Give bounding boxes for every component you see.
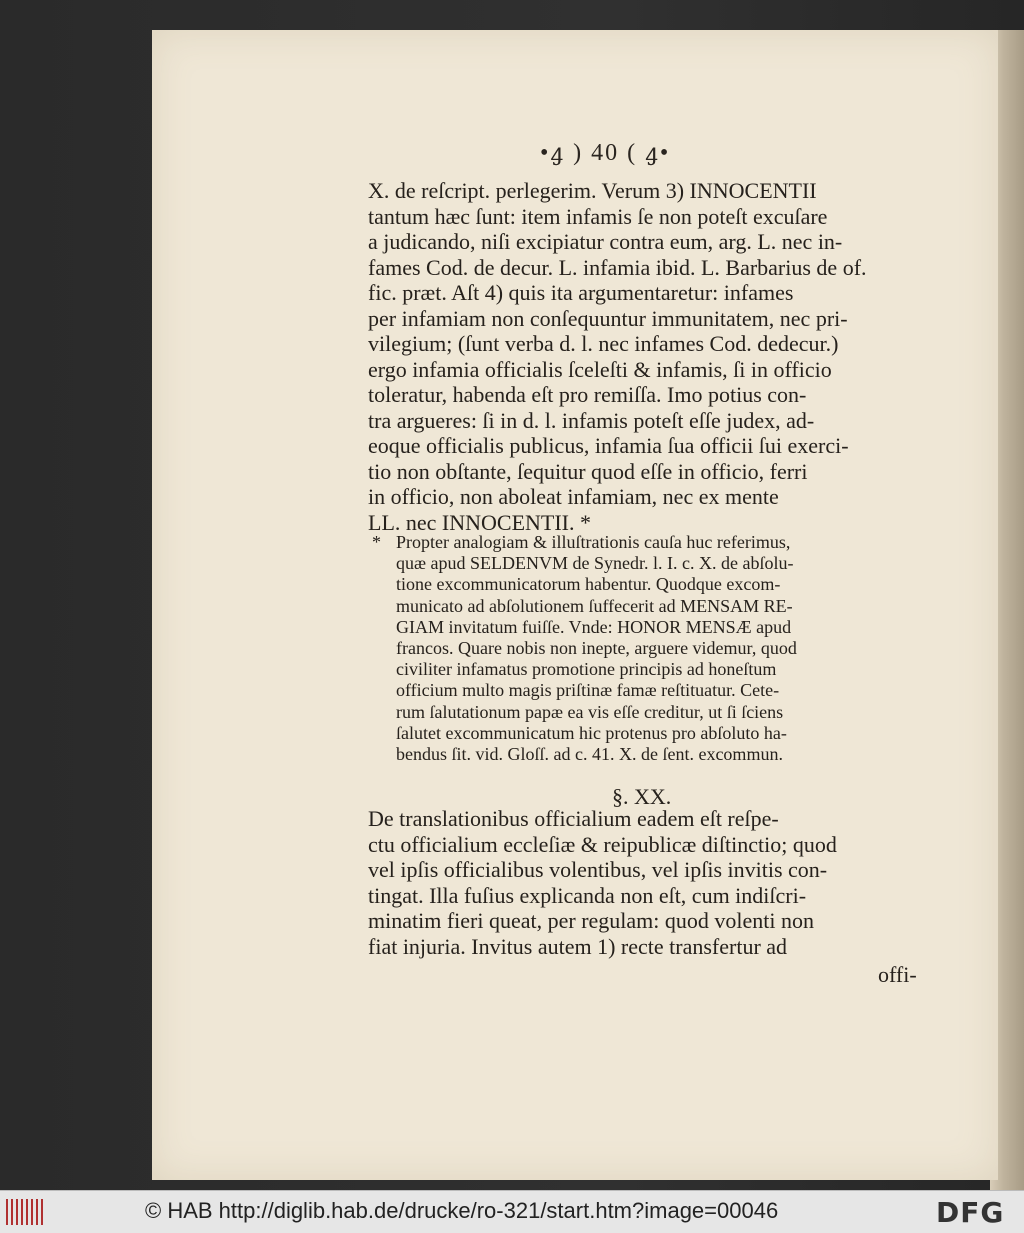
footnote-line: municato ad abſolutionem ſuffecerit ad MENSAM RE- [396,595,793,616]
catchword: offi- [878,962,917,987]
footnote-line: GIAM invitatum fuiſſe. Vnde: HONOR MENSÆ apud [396,616,792,637]
text-line: minatim fieri queat, per regulam: quod volenti non [368,908,814,933]
footnote-mark: * [372,532,381,552]
footnote-line: bendus ſit. vid. Gloſſ. ad c. 41. X. de ſent. excommun. [396,744,783,764]
section-heading: §. XX. [612,784,672,809]
footnote-line: officium multo magis priſtinæ famæ reſtituatur. Cete- [396,680,780,701]
text-line: fic. præt. Aſt 4) quis ita argumentaretur: infames [368,280,794,305]
footnote-line: ſalutet excommunicatum hic protenus pro abſoluto ha- [396,722,787,743]
footnote-line: francos. Quare nobis non inepte, arguere videmur, quod [396,638,797,658]
footnote-line: civiliter infamatus promotione principis ad honeſtum [396,659,777,680]
footnote-line: Propter analogiam & illuſtrationis cauſa huc referimus, [396,532,791,552]
text-line: ergo infamia officialis ſceleſti & infamis, ſi in officio [368,356,832,382]
footnote-line: tione excommunicatorum habentur. Quodque excom- [396,574,781,595]
text-line: vel ipſis officialibus volentibus, vel ipſis invitis con- [368,857,828,882]
text-line: tio non obſtante, ſequitur quod eſſe in officio, ferri [368,458,808,484]
text-line: tingat. Illa fuſius explicanda non eſt, cum indiſcri- [368,882,807,908]
text-line: toleratur, habenda eſt pro remiſſa. Imo potius con- [368,382,807,407]
page-header: •ꜭ ) 40 ( ꜭ• [540,140,671,166]
text-line: vilegium; (ſunt verba d. l. nec infames Cod. dedecur.) [368,331,839,356]
hab-logo-icon [6,1199,46,1225]
viewer-footer [0,1190,1024,1233]
footnote-line: quæ apud SELDENVM de Synedr. l. I. c. X. de abſolu- [396,553,794,574]
text-line: ctu officialium eccleſiæ & reipublicæ diſtinctio; quod [368,831,837,857]
text-line: tra argueres: ſi in d. l. infamis poteſt eſſe judex, ad- [368,407,815,433]
text-line: X. de reſcript. perlegerim. Verum 3) INNOCENTII [368,178,817,203]
dfg-logo: DFG [936,1196,1005,1229]
text-line: LL. nec INNOCENTII. * [368,509,591,535]
text-line: fiat injuria. Invitus autem 1) recte transfertur ad [368,933,788,959]
text-line: fames Cod. de decur. L. infamia ibid. L. Barbarius de of. [368,254,867,280]
text-line: eoque officialis publicus, infamia ſua officii ſui exerci- [368,433,849,458]
footnote-line: rum ſalutationum papæ ea vis eſſe creditur, ut ſi ſciens [396,701,784,722]
text-line: in officio, non aboleat infamiam, nec ex mente [368,484,779,509]
footer-source-link[interactable]: © HAB http://diglib.hab.de/drucke/ro-321/start.htm?image=00046 [145,1198,779,1223]
text-line: a judicando, niſi excipiatur contra eum, arg. L. nec in- [368,229,843,254]
text-line: tantum hæc ſunt: item infamis ſe non poteſt excuſare [368,203,828,229]
text-line: De translationibus officialium eadem eſt reſpe- [368,806,779,831]
text-line: per infamiam non conſequuntur immunitatem, nec pri- [368,305,848,331]
